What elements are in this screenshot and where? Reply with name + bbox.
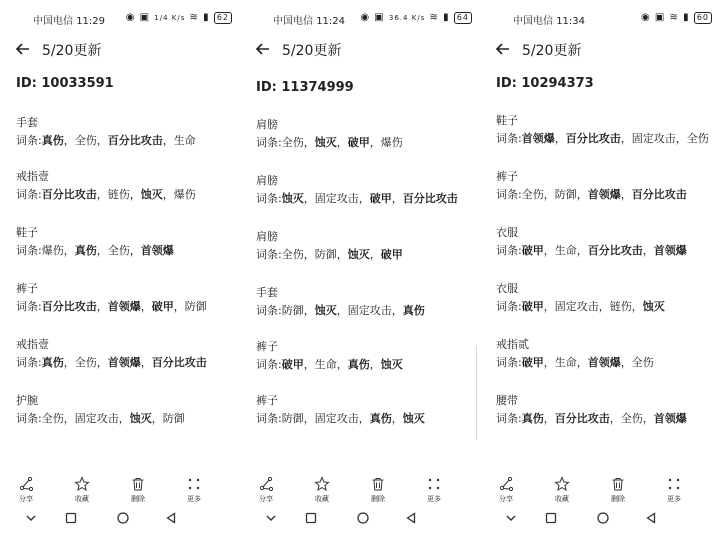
scroll-indicator <box>476 346 477 440</box>
affix-text: ， <box>140 356 152 369</box>
equipment-entry <box>256 286 425 318</box>
affix-text: 词条: <box>256 192 282 205</box>
id-value: 10033591 <box>41 76 114 91</box>
affix-text: ，全伤 <box>620 356 654 369</box>
affix-highlight: 破甲 <box>521 300 544 313</box>
recents-square-icon[interactable] <box>304 510 318 529</box>
more-icon <box>174 476 214 494</box>
affix-text: ， <box>391 412 403 425</box>
affix-text: ，全伤， <box>96 244 141 257</box>
carrier: 中国电信 <box>33 16 73 27</box>
affix-text: 词条: <box>16 300 42 313</box>
affix-highlight: 蚀灭 <box>347 248 370 261</box>
back-triangle-icon[interactable] <box>164 510 178 529</box>
equipment-entry <box>496 114 709 146</box>
system-nav-bar <box>0 510 240 532</box>
affix-highlight: 百分比攻击 <box>631 188 687 201</box>
action-label: 更多 <box>667 495 681 503</box>
affix-text: ，链伤， <box>96 188 141 201</box>
star-icon <box>62 476 102 494</box>
affix-highlight: 破甲 <box>521 244 544 257</box>
share-button[interactable] <box>486 476 526 503</box>
wifi-icon: ≋ <box>189 12 199 23</box>
back-arrow-icon[interactable] <box>254 40 274 62</box>
chevron-down-icon[interactable] <box>504 510 518 529</box>
battery-indicator: 60 <box>694 12 712 24</box>
action-label: 删除 <box>611 495 625 503</box>
action-label: 分享 <box>499 495 513 503</box>
affix-highlight: 蚀灭 <box>402 412 425 425</box>
bottom-action-bar <box>480 476 720 508</box>
affix-highlight: 真伤 <box>41 356 64 369</box>
affix-line <box>256 248 403 262</box>
id-line <box>496 76 594 91</box>
affix-text: 词条:防御， <box>256 304 315 317</box>
bottom-action-bar <box>240 476 480 508</box>
affix-text: ，生命 <box>162 134 196 147</box>
affix-highlight: 破甲 <box>151 300 174 313</box>
action-label: 分享 <box>259 495 273 503</box>
id-value: 11374999 <box>281 80 354 95</box>
affix-highlight: 真伤 <box>402 304 425 317</box>
affix-text: ， <box>96 300 108 313</box>
status-bar <box>0 12 240 30</box>
affix-line <box>256 192 458 206</box>
affix-highlight: 百分比攻击 <box>554 412 610 425</box>
nfc-icon: ▣ <box>139 12 151 23</box>
affix-text: 词条: <box>496 244 522 257</box>
affix-highlight: 首领爆 <box>653 244 687 257</box>
affix-highlight: 蚀灭 <box>314 136 337 149</box>
affix-highlight: 蚀灭 <box>642 300 665 313</box>
affix-highlight: 百分比攻击 <box>402 192 458 205</box>
affix-line <box>496 188 687 202</box>
affix-line <box>256 136 403 150</box>
delete-button[interactable] <box>598 476 638 503</box>
nfc-icon: ▣ <box>654 12 666 23</box>
equipment-entry <box>256 394 425 426</box>
back-triangle-icon[interactable] <box>404 510 418 529</box>
affix-highlight: 真伤 <box>369 412 392 425</box>
affix-text: 词条: <box>496 412 522 425</box>
equipment-slot-name: 衣服 <box>496 226 518 239</box>
affix-text: ，固定攻击， <box>303 192 370 205</box>
equipment-slot-name: 手套 <box>16 116 38 129</box>
affix-text: 词条:爆伤， <box>16 244 75 257</box>
action-label: 更多 <box>187 495 201 503</box>
affix-highlight: 蚀灭 <box>314 304 337 317</box>
page-title: 5/20更新 <box>42 43 102 59</box>
trash-icon <box>118 476 158 494</box>
affix-text: ，生命， <box>303 358 348 371</box>
action-label: 删除 <box>131 495 145 503</box>
equipment-entry <box>16 170 196 202</box>
affix-text: ， <box>642 244 654 257</box>
affix-text: 词条: <box>496 132 522 145</box>
affix-text: ， <box>391 192 403 205</box>
id-line <box>256 80 354 95</box>
affix-text: ， <box>140 300 152 313</box>
affix-text: ，固定攻击， <box>336 304 403 317</box>
affix-highlight: 真伤 <box>347 358 370 371</box>
equipment-entry <box>16 116 196 148</box>
app-bar <box>480 40 720 64</box>
affix-text: 词条: <box>496 356 522 369</box>
equipment-slot-name: 裤子 <box>256 394 278 407</box>
home-circle-icon[interactable] <box>356 510 370 529</box>
clock: 11:29 <box>76 16 106 27</box>
status-bar <box>480 12 720 30</box>
affix-highlight: 百分比攻击 <box>107 134 163 147</box>
affix-text: 词条: <box>16 356 42 369</box>
equipment-slot-name: 戒指壹 <box>16 338 49 351</box>
affix-highlight: 百分比攻击 <box>565 132 621 145</box>
equipment-entry <box>16 338 207 370</box>
nfc-icon: ▣ <box>374 12 385 23</box>
affix-highlight: 蚀灭 <box>140 188 163 201</box>
share-button[interactable] <box>6 476 46 503</box>
eye-icon: ◉ <box>640 12 651 23</box>
more-button[interactable] <box>414 476 454 503</box>
share-button[interactable] <box>246 476 286 503</box>
affix-line <box>496 244 687 258</box>
recents-square-icon[interactable] <box>544 510 558 529</box>
id-value: 10294373 <box>521 76 594 91</box>
favorite-button[interactable] <box>62 476 102 503</box>
equipment-slot-name: 裤子 <box>496 170 518 183</box>
page-title: 5/20更新 <box>522 43 582 59</box>
affix-text: 词条:全伤，固定攻击， <box>16 412 130 425</box>
app-bar <box>0 40 240 64</box>
id-label: ID: <box>256 80 277 95</box>
affix-highlight: 首领爆 <box>587 188 621 201</box>
screenshot-panel-2 <box>240 0 480 540</box>
affix-highlight: 真伤 <box>521 412 544 425</box>
affix-text: ，全伤， <box>609 412 654 425</box>
affix-line <box>16 412 185 426</box>
action-label: 分享 <box>19 495 33 503</box>
network-speed: 36.4 K/s <box>388 14 426 22</box>
chevron-down-icon[interactable] <box>264 510 278 529</box>
affix-text: ，防御 <box>151 412 185 425</box>
affix-highlight: 蚀灭 <box>129 412 152 425</box>
affix-highlight: 百分比攻击 <box>41 188 97 201</box>
equipment-entry <box>496 170 687 202</box>
affix-line <box>256 358 403 372</box>
favorite-button[interactable] <box>302 476 342 503</box>
id-label: ID: <box>16 76 37 91</box>
clock: 11:24 <box>316 16 346 27</box>
eye-icon: ◉ <box>125 12 136 23</box>
system-nav-bar <box>240 510 480 532</box>
screenshot-panel-3 <box>480 0 720 540</box>
affix-highlight: 破甲 <box>281 358 304 371</box>
affix-text: 词条: <box>16 134 42 147</box>
affix-line <box>256 304 425 318</box>
trash-icon <box>598 476 638 494</box>
equipment-slot-name: 裤子 <box>16 282 38 295</box>
equipment-entry <box>496 226 687 258</box>
home-circle-icon[interactable] <box>116 510 130 529</box>
affix-text: 词条: <box>496 300 522 313</box>
affix-highlight: 首领爆 <box>140 244 174 257</box>
affix-line <box>496 132 709 146</box>
trash-icon <box>358 476 398 494</box>
bottom-action-bar <box>0 476 240 508</box>
affix-highlight: 破甲 <box>369 192 392 205</box>
affix-text: ， <box>543 412 555 425</box>
id-line <box>16 76 114 91</box>
affix-highlight: 首领爆 <box>587 356 621 369</box>
delete-button[interactable] <box>118 476 158 503</box>
eye-icon: ◉ <box>360 12 371 23</box>
affix-highlight: 破甲 <box>347 136 370 149</box>
affix-text: ，生命， <box>543 244 588 257</box>
affix-text: 词条: <box>16 188 42 201</box>
delete-button[interactable] <box>358 476 398 503</box>
clock: 11:34 <box>556 16 586 27</box>
wifi-icon: ≋ <box>669 12 679 23</box>
affix-highlight: 破甲 <box>521 356 544 369</box>
favorite-button[interactable] <box>542 476 582 503</box>
carrier: 中国电信 <box>513 16 553 27</box>
equipment-entry <box>16 282 207 314</box>
action-label: 收藏 <box>315 495 329 503</box>
equipment-slot-name: 肩膀 <box>256 174 278 187</box>
carrier: 中国电信 <box>273 16 313 27</box>
signal-icon: ▮ <box>203 12 210 23</box>
affix-text: ， <box>620 188 632 201</box>
status-bar <box>240 12 480 30</box>
action-label: 更多 <box>427 495 441 503</box>
affix-text: ，全伤， <box>63 356 108 369</box>
star-icon <box>542 476 582 494</box>
affix-line <box>496 300 665 314</box>
affix-text: ，防御 <box>173 300 207 313</box>
affix-highlight: 首领爆 <box>653 412 687 425</box>
affix-text: ， <box>336 136 348 149</box>
equipment-slot-name: 鞋子 <box>16 226 38 239</box>
share-icon <box>486 476 526 494</box>
affix-line <box>256 412 425 426</box>
equipment-entry <box>256 230 403 262</box>
battery-indicator: 62 <box>214 12 232 24</box>
affix-highlight: 百分比攻击 <box>151 356 207 369</box>
affix-text: ， <box>554 132 566 145</box>
affix-text: ，爆伤 <box>162 188 196 201</box>
more-icon <box>414 476 454 494</box>
app-bar <box>240 40 480 64</box>
equipment-entry <box>256 340 403 372</box>
equipment-entry <box>16 394 185 426</box>
action-label: 收藏 <box>75 495 89 503</box>
equipment-slot-name: 肩膀 <box>256 230 278 243</box>
affix-text: 词条:防御，固定攻击， <box>256 412 370 425</box>
star-icon <box>302 476 342 494</box>
battery-indicator: 64 <box>454 12 472 24</box>
chevron-down-icon[interactable] <box>24 510 38 529</box>
share-icon <box>246 476 286 494</box>
affix-highlight: 百分比攻击 <box>41 300 97 313</box>
equipment-entry <box>256 174 458 206</box>
equipment-entry <box>496 282 665 314</box>
system-nav-bar <box>480 510 720 532</box>
affix-highlight: 首领爆 <box>107 356 141 369</box>
affix-highlight: 首领爆 <box>521 132 555 145</box>
affix-line <box>16 356 207 370</box>
equipment-slot-name: 戒指壹 <box>16 170 49 183</box>
affix-text: ，全伤， <box>63 134 108 147</box>
affix-line <box>496 356 654 370</box>
affix-text: ，固定攻击，全伤 <box>620 132 709 145</box>
affix-text: 词条: <box>256 358 282 371</box>
affix-line <box>16 188 196 202</box>
equipment-entry <box>256 118 403 150</box>
affix-text: ，爆伤 <box>369 136 403 149</box>
affix-line <box>16 300 207 314</box>
screenshot-panel-1 <box>0 0 240 540</box>
more-icon <box>654 476 694 494</box>
id-label: ID: <box>496 76 517 91</box>
affix-highlight: 真伤 <box>41 134 64 147</box>
equipment-slot-name: 鞋子 <box>496 114 518 127</box>
affix-highlight: 蚀灭 <box>380 358 403 371</box>
affix-highlight: 真伤 <box>74 244 97 257</box>
affix-text: 词条:全伤， <box>256 136 315 149</box>
wifi-icon: ≋ <box>429 12 439 23</box>
affix-highlight: 破甲 <box>380 248 403 261</box>
network-speed: 1/4 K/s <box>154 14 186 22</box>
home-circle-icon[interactable] <box>596 510 610 529</box>
more-button[interactable] <box>174 476 214 503</box>
action-label: 收藏 <box>555 495 569 503</box>
recents-square-icon[interactable] <box>64 510 78 529</box>
equipment-slot-name: 戒指贰 <box>496 338 529 351</box>
equipment-slot-name: 裤子 <box>256 340 278 353</box>
equipment-entry <box>16 226 174 258</box>
affix-line <box>16 244 174 258</box>
signal-icon: ▮ <box>683 12 690 23</box>
affix-text: 词条:全伤，防御， <box>496 188 588 201</box>
signal-icon: ▮ <box>443 12 450 23</box>
equipment-entry <box>496 394 687 426</box>
action-label: 删除 <box>371 495 385 503</box>
equipment-slot-name: 手套 <box>256 286 278 299</box>
affix-highlight: 百分比攻击 <box>587 244 643 257</box>
affix-text: ，固定攻击，链伤， <box>543 300 643 313</box>
equipment-slot-name: 护腕 <box>16 394 38 407</box>
back-arrow-icon[interactable] <box>494 40 514 62</box>
back-arrow-icon[interactable] <box>14 40 34 62</box>
page-title: 5/20更新 <box>282 43 342 59</box>
affix-text: ， <box>369 358 381 371</box>
equipment-slot-name: 腰带 <box>496 394 518 407</box>
more-button[interactable] <box>654 476 694 503</box>
affix-highlight: 蚀灭 <box>281 192 304 205</box>
affix-highlight: 首领爆 <box>107 300 141 313</box>
equipment-slot-name: 肩膀 <box>256 118 278 131</box>
affix-text: ，生命， <box>543 356 588 369</box>
back-triangle-icon[interactable] <box>644 510 658 529</box>
affix-text: 词条:全伤，防御， <box>256 248 348 261</box>
affix-text: ， <box>369 248 381 261</box>
affix-line <box>16 134 196 148</box>
equipment-entry <box>496 338 654 370</box>
share-icon <box>6 476 46 494</box>
affix-line <box>496 412 687 426</box>
equipment-slot-name: 衣服 <box>496 282 518 295</box>
